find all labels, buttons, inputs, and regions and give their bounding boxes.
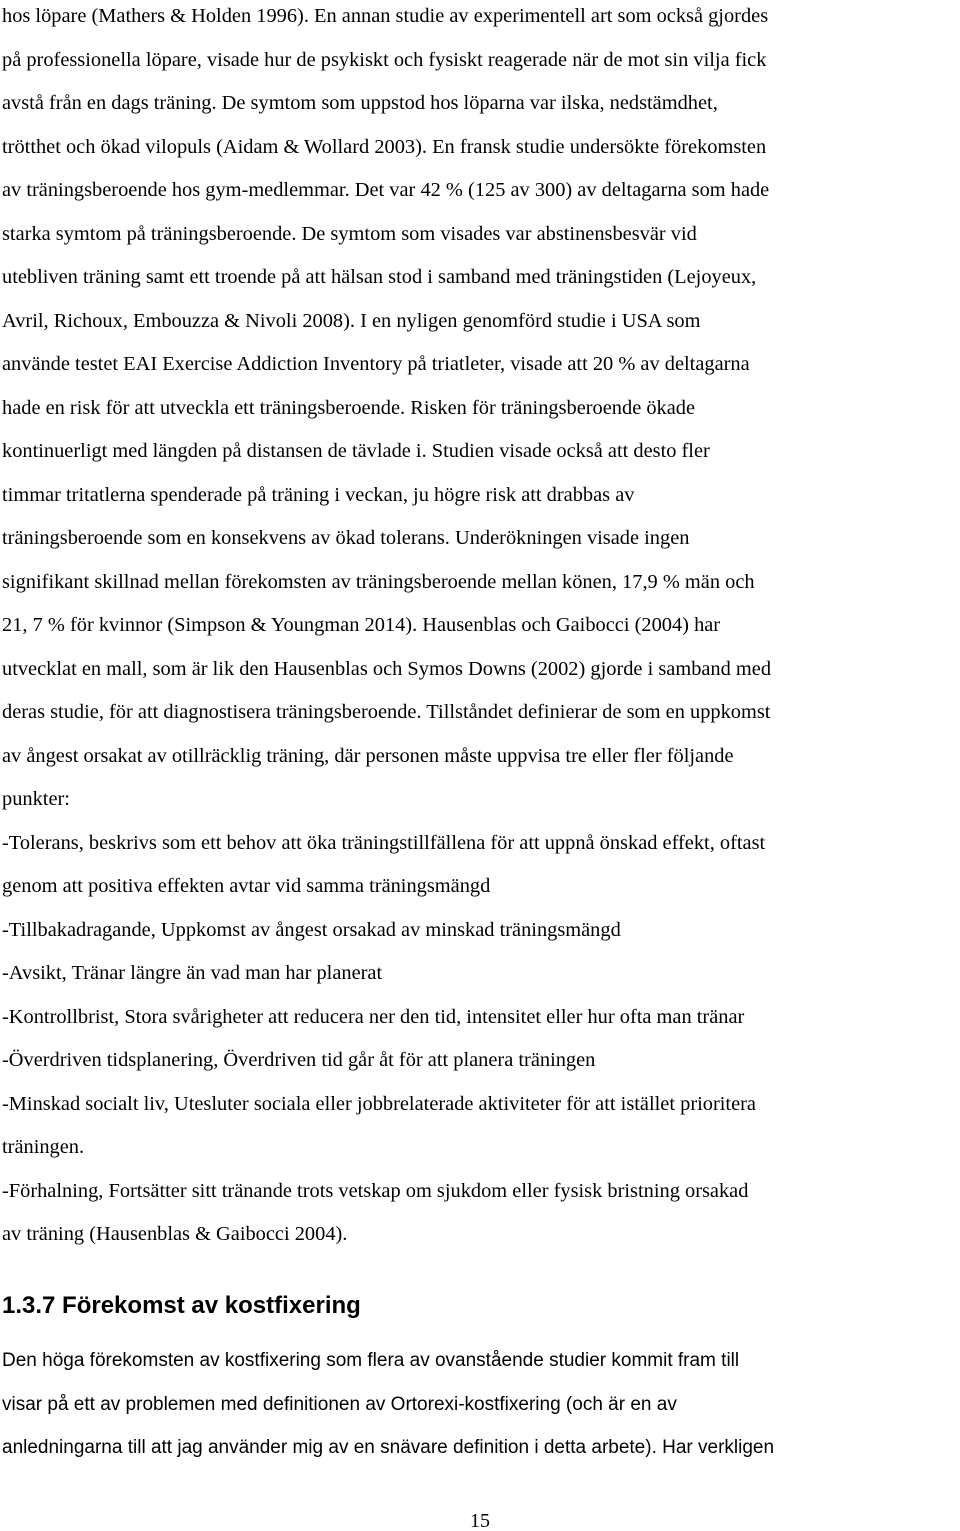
body-line: punkter:: [2, 788, 70, 810]
body-line: av ångest orsakat av otillräcklig träning, där personen måste uppvisa tre eller fler följande: [2, 744, 734, 767]
body-line: -Tolerans, beskrivs som ett behov att öka träningstillfällena för att uppnå önskad effekt, oftast: [2, 831, 766, 854]
section-line: Den höga förekomsten av kostfixering som flera av ovanstående studier kommit fram till: [2, 1350, 740, 1371]
body-line: hade en risk för att utveckla ett träningsberoende. Risken för träningsberoende ökade: [2, 396, 696, 419]
body-line: på professionella löpare, visade hur de psykiskt och fysiskt reagerade när de mot sin vilja fick: [2, 48, 767, 71]
body-line: av träning (Hausenblas & Gaibocci 2004).: [2, 1223, 348, 1245]
body-line: avstå från en dags träning. De symtom som uppstod hos löparna var ilska, nedstämdhet,: [2, 92, 718, 114]
body-line: 21, 7 % för kvinnor (Simpson & Youngman 2014). Hausenblas och Gaibocci (2004) har: [2, 614, 721, 636]
body-line: -Avsikt, Tränar längre än vad man har planerat: [2, 962, 383, 984]
page-number: 15: [470, 1510, 490, 1531]
body-line: starka symtom på träningsberoende. De symtom som visades var abstinensbesvär vid: [2, 222, 697, 245]
body-line: träningsberoende som en konsekvens av ökad tolerans. Underökningen visade ingen: [2, 527, 690, 549]
body-line: -Minskad socialt liv, Utesluter sociala eller jobbrelaterade aktiviteter för att istället prioritera: [2, 1092, 756, 1115]
body-line: trötthet och ökad vilopuls (Aidam & Wollard 2003). En fransk studie undersökte förekomsten: [2, 135, 767, 158]
body-line: utebliven träning samt ett troende på att hälsan stod i samband med träningstiden (Lejoyeux,: [2, 266, 757, 288]
body-line: signifikant skillnad mellan förekomsten av träningsberoende mellan könen, 17,9 % män och: [2, 570, 755, 593]
section-line: visar på ett av problemen med definitionen av Ortorexi-kostfixering (och är en av: [2, 1393, 677, 1415]
body-line: -Kontrollbrist, Stora svårigheter att reducera ner den tid, intensitet eller hur ofta man tränar: [2, 1005, 745, 1028]
section-line: anledningarna till att jag använder mig av en snävare definition i detta arbete). Har verkligen: [2, 1437, 775, 1458]
body-line: Avril, Richoux, Embouzza & Nivoli 2008). I en nyligen genomförd studie i USA som: [2, 309, 701, 332]
body-line: utvecklat en mall, som är lik den Hausenblas och Symos Downs (2002) gjorde i samband med: [2, 657, 772, 680]
body-line: -Tillbakadragande, Uppkomst av ångest orsakad av minskad träningsmängd: [2, 918, 621, 941]
body-line: av träningsberoende hos gym-medlemmar. Det var 42 % (125 av 300) av deltagarna som hade: [2, 179, 770, 201]
body-line: deras studie, för att diagnostisera träningsberoende. Tillståndet definierar de som en uppkomst: [2, 701, 771, 723]
body-line: -Förhalning, Fortsätter sitt tränande trots vetskap om sjukdom eller fysisk bristning orsakad: [2, 1179, 749, 1202]
body-line: använde testet EAI Exercise Addiction Inventory på triatleter, visade att 20 % av deltagarna: [2, 353, 750, 375]
body-line: träningen.: [2, 1136, 85, 1158]
section-heading: 1.3.7 Förekomst av kostfixering: [2, 1292, 361, 1319]
body-line: genom att positiva effekten avtar vid samma träningsmängd: [2, 875, 491, 897]
body-line: timmar tritatlerna spenderade på träning i veckan, ju högre risk att drabbas av: [2, 483, 635, 506]
body-line: hos löpare (Mathers & Holden 1996). En annan studie av experimentell art som också gjordes: [2, 5, 769, 27]
body-line: kontinuerligt med längden på distansen de tävlade i. Studien visade också att desto fler: [2, 440, 710, 462]
body-line: -Överdriven tidsplanering, Överdriven tid går åt för att planera träningen: [2, 1049, 596, 1071]
